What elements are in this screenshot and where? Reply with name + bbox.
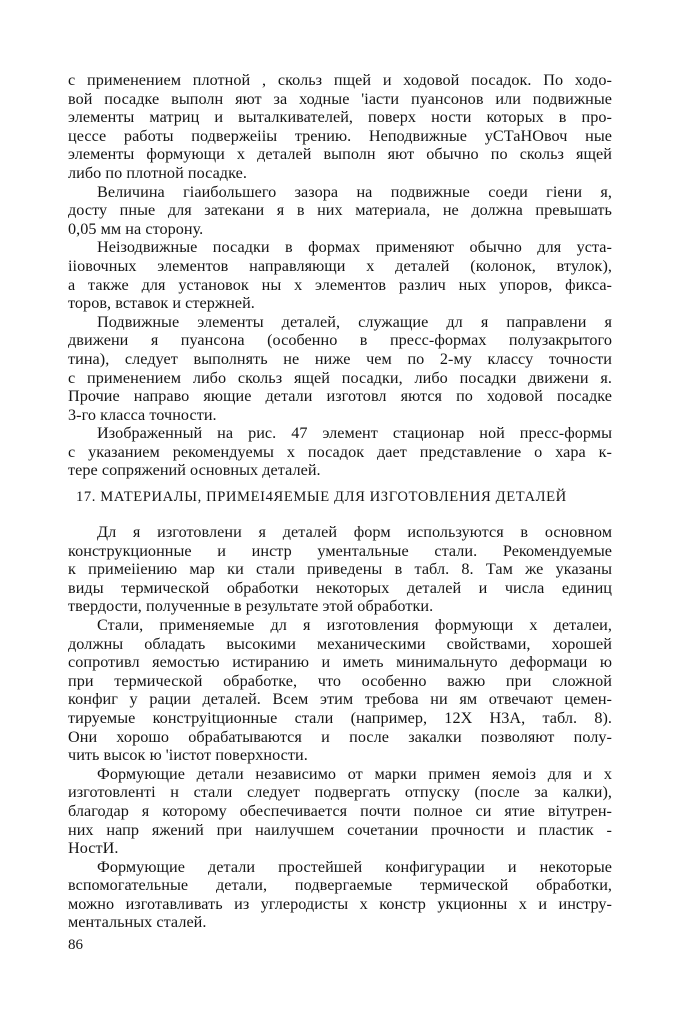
text-line: должны обладать высокими механическими свойствами, хорошей <box>68 634 612 653</box>
text-line: Стали, применяемые дл я изготовления формующи х деталеи, <box>97 615 612 634</box>
text-line: изготовлентi н стали следует подвергать отпуску (после за калки), <box>68 783 612 802</box>
text-block-top <box>68 71 612 480</box>
text-line: Дл я изготовлени я деталей форм используются в основном <box>97 523 612 541</box>
text-line: благодар я которому обеспечивается почти полное си ятие вітутрен- <box>68 801 612 820</box>
text-line: Подвижные элементы деталей, служащие дл я паправлени я <box>97 312 612 331</box>
text-line: сопротивл яемостью истиранию и иметь минимальнуто деформаци ю <box>68 653 612 672</box>
text-line: можно изготавливать из углеродисты х констр укционны х и инстру- <box>68 894 612 913</box>
text-line: ііовочных элементов направляющи х деталей (колонок, втулок), <box>68 256 612 275</box>
paragraph <box>68 858 612 932</box>
text-block-bottom <box>68 523 612 932</box>
paragraph <box>68 183 612 239</box>
text-line: Изображенный на рис. 47 элемент стационар ной пресс-формы <box>97 424 612 443</box>
text-line: Формующие детали простейшей конфигурации и некоторые <box>97 857 612 876</box>
text-line: Прочие направо яющие детали изготовл яются по ходовой посадке <box>68 387 612 406</box>
text-line: движени я пуансона (особенно в пресс-формах полузакрытого <box>68 331 612 350</box>
text-line: 0,05 мм на сторону. <box>68 219 204 238</box>
text-line: ментальных сталей. <box>68 913 207 932</box>
paragraph <box>68 238 612 312</box>
text-line: вой посадке выполн яют за ходные 'іасти пуансонов или подвижные <box>68 89 612 108</box>
text-line: при термической обработке, что особенно важю при сложной <box>68 671 612 690</box>
text-line: цессе работы подвержеііы трению. Неподвижные уСТаНОвоч ные <box>68 126 612 145</box>
text-line: элементы формующи х деталей выполн яют обычно по скольз ящей <box>68 145 612 164</box>
text-line: НостИ. <box>68 839 119 858</box>
paragraph <box>68 765 612 858</box>
text-line: них напр яжений при наилучшем сочетании прочности и пластик - <box>68 820 612 839</box>
text-line: элементы матриц и выталкивателей, поверх ности которых в про- <box>68 108 612 127</box>
text-line: тина), следует выполнять не ниже чем по 2-му классу точности <box>68 349 612 368</box>
text-line: Они хорошо обрабатываются и после закалки позволяют полу- <box>68 727 612 746</box>
paragraph <box>68 616 612 765</box>
paragraph <box>68 71 612 183</box>
text-line: конфиг у рации деталей. Всем этим требова ни ям отвечают цемен- <box>68 690 612 709</box>
text-line: Неізодвижные посадки в формах применяют обычно для уста- <box>97 238 612 257</box>
text-line: конструкционные и инстр ументальные стали. Рекомендуемые <box>68 541 612 560</box>
text-line: вспомогательные детали, подвергаемые термической обработки, <box>68 876 612 895</box>
text-line: с применением либо скольз ящей посадки, либо посадки движени я. <box>68 368 612 387</box>
text-line: к примеііению мар ки стали приведены в табл. 8. Там же указаны <box>68 560 612 579</box>
text-line: а также для установок ны х элементов различ ных упоров, фикса- <box>68 275 612 294</box>
section-heading: 17. МАТЕРИАЛЫ, ПРИМЕІ4ЯЕМЫЕ ДЛЯ ИЗГОТОВЛЕНИЯ ДЕТАЛЕЙ <box>76 489 567 505</box>
text-line: чить высок ю 'іистот повeрхности. <box>68 746 308 765</box>
text-line: тируемые конструіtционные стали (например, 12Х Н3А, табл. 8). <box>68 708 612 727</box>
text-line: твердости, полученные в результате этой обработки. <box>68 597 434 616</box>
text-line: виды термической обработки некоторых деталей и числа единиц <box>68 578 612 597</box>
text-line: 3-го класса точности. <box>68 405 217 424</box>
text-line: либо по плотной посадке. <box>68 163 247 182</box>
text-line: с применением плотной , скольз пщей и ходовой посадок. По ходо- <box>68 71 612 89</box>
text-line: торов, вставок и стержней. <box>68 294 255 313</box>
text-line: с указанием рекомендуемы х посадок дает представление о хара к- <box>68 442 612 461</box>
text-line: Формующие детали независимо от марки примен яемоіз для и х <box>97 764 612 783</box>
page-number: 86 <box>68 937 83 953</box>
text-line: Величина гіаибольшего зазора на подвижные соеди гіени я, <box>97 182 612 201</box>
paragraph <box>68 523 612 616</box>
paragraph <box>68 424 612 480</box>
text-line: тере сопряжений основных деталей. <box>68 461 321 480</box>
paragraph <box>68 313 612 425</box>
text-line: досту пные для затекани я в них материала, не должна превышать <box>68 201 612 220</box>
